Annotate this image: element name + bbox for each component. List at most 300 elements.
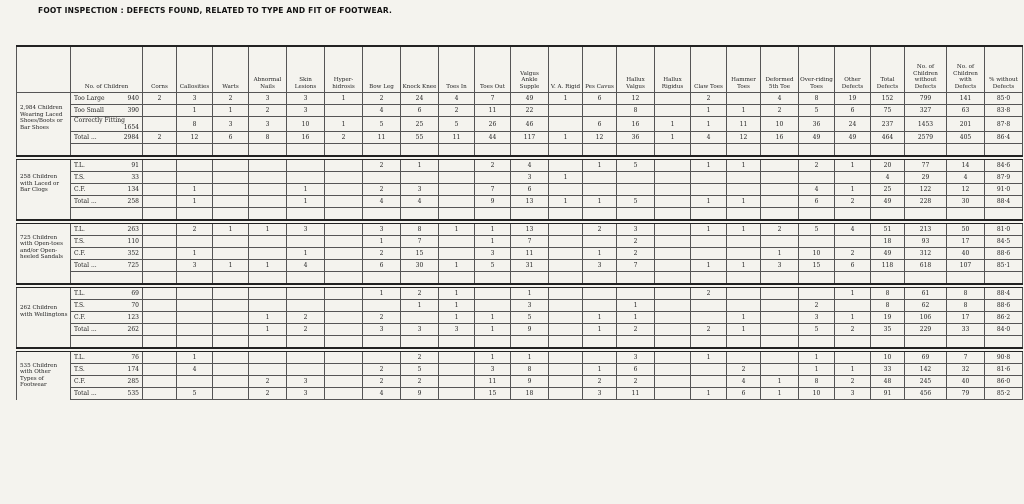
data-cell	[287, 236, 325, 248]
column-header: % without Defects	[985, 46, 1023, 93]
row-count: 69	[131, 290, 139, 297]
spacer-cell	[549, 144, 583, 157]
data-cell: 1	[287, 184, 325, 196]
data-cell	[143, 312, 177, 324]
data-cell: 5	[177, 388, 213, 400]
data-cell: 2	[177, 224, 213, 236]
spacer-cell	[439, 144, 475, 157]
data-cell	[727, 352, 761, 364]
data-cell	[549, 248, 583, 260]
data-cell	[439, 236, 475, 248]
data-cell: 117	[511, 132, 549, 144]
data-cell: 55	[401, 132, 439, 144]
row-count: 285	[127, 378, 139, 385]
data-cell: 3	[287, 388, 325, 400]
spacer-cell	[947, 144, 985, 157]
data-cell	[799, 288, 835, 300]
data-cell: 1	[583, 364, 617, 376]
column-header: Total Defects	[871, 46, 905, 93]
row-label-text: T.S.	[74, 238, 85, 245]
spacer-cell	[985, 336, 1023, 349]
spacer-cell	[475, 208, 511, 221]
data-cell	[177, 324, 213, 336]
data-cell: 19	[871, 312, 905, 324]
data-cell	[691, 236, 727, 248]
data-cell: 1	[835, 160, 871, 172]
spacer-cell	[761, 208, 799, 221]
spacer-cell	[583, 208, 617, 221]
data-cell: 2	[761, 224, 799, 236]
data-cell: 2	[249, 388, 287, 400]
data-cell	[691, 248, 727, 260]
data-cell: 10	[799, 388, 835, 400]
data-cell	[617, 184, 655, 196]
data-cell: 2	[439, 105, 475, 117]
data-cell	[583, 105, 617, 117]
data-cell: 1	[177, 248, 213, 260]
row-count: 390	[127, 107, 139, 114]
data-cell: 799	[905, 93, 947, 105]
data-cell: 91·0	[985, 184, 1023, 196]
data-cell	[213, 388, 249, 400]
data-cell: 4	[287, 260, 325, 272]
data-cell: 85·0	[985, 93, 1023, 105]
data-cell: 1	[177, 352, 213, 364]
data-cell: 8	[947, 288, 985, 300]
data-cell: 5	[617, 196, 655, 208]
data-cell: 1	[325, 93, 363, 105]
data-cell: 51	[871, 224, 905, 236]
spacer-cell	[249, 336, 287, 349]
data-cell: 19	[835, 93, 871, 105]
data-cell: 2	[835, 324, 871, 336]
data-cell	[583, 288, 617, 300]
data-cell	[655, 196, 691, 208]
data-cell	[549, 236, 583, 248]
row-label	[71, 196, 143, 208]
data-cell: 15	[401, 248, 439, 260]
data-cell: 4	[799, 184, 835, 196]
footwear-defects-table	[16, 45, 1023, 400]
row-label	[71, 184, 143, 196]
data-cell: 1	[475, 224, 511, 236]
data-cell: 2	[727, 364, 761, 376]
column-header: Skin Lesions	[287, 46, 325, 93]
data-cell: 29	[905, 172, 947, 184]
data-cell	[439, 364, 475, 376]
spacer-cell	[213, 336, 249, 349]
data-cell: 1	[655, 117, 691, 132]
spacer-cell	[835, 144, 871, 157]
spacer-cell	[249, 208, 287, 221]
data-cell	[177, 236, 213, 248]
data-cell: 20	[871, 160, 905, 172]
data-cell: 2	[617, 248, 655, 260]
data-cell	[655, 376, 691, 388]
spacer-cell	[871, 144, 905, 157]
data-cell: 1	[835, 312, 871, 324]
data-cell: 142	[905, 364, 947, 376]
data-cell	[143, 224, 177, 236]
data-cell: 3	[249, 117, 287, 132]
column-header: Toes In	[439, 46, 475, 93]
data-cell: 36	[617, 132, 655, 144]
data-cell	[177, 172, 213, 184]
data-cell: 85·1	[985, 260, 1023, 272]
data-cell: 3	[287, 224, 325, 236]
data-cell: 201	[947, 117, 985, 132]
data-cell: 1	[617, 300, 655, 312]
data-cell: 8	[177, 117, 213, 132]
data-cell	[363, 300, 401, 312]
data-cell: 8	[617, 105, 655, 117]
row-label	[71, 288, 143, 300]
data-cell: 36	[799, 117, 835, 132]
data-cell: 11	[475, 376, 511, 388]
data-cell: 12	[177, 132, 213, 144]
spacer-cell	[71, 208, 143, 221]
table-row	[17, 376, 1023, 388]
data-cell: 86·4	[985, 132, 1023, 144]
data-cell: 25	[401, 117, 439, 132]
data-cell: 10	[761, 117, 799, 132]
data-cell	[655, 352, 691, 364]
spacer-row	[17, 144, 1023, 157]
data-cell: 6	[511, 184, 549, 196]
data-cell: 1	[439, 300, 475, 312]
data-cell: 2	[475, 160, 511, 172]
data-cell	[325, 248, 363, 260]
data-cell	[143, 288, 177, 300]
data-cell	[655, 364, 691, 376]
row-label-text: Total ...	[74, 134, 97, 141]
data-cell: 6	[583, 117, 617, 132]
row-count: 940	[127, 95, 139, 102]
table-row	[17, 260, 1023, 272]
table-row	[17, 105, 1023, 117]
column-header: Bow Leg	[363, 46, 401, 93]
column-header: Valgus Ankle Supple	[511, 46, 549, 93]
data-cell	[325, 184, 363, 196]
table-row	[17, 324, 1023, 336]
row-label-text: T.S.	[74, 174, 85, 181]
column-header: No. of Children	[71, 46, 143, 93]
data-cell: 75	[871, 105, 905, 117]
row-count: 91	[131, 162, 139, 169]
data-cell	[549, 312, 583, 324]
data-cell: 5	[511, 312, 549, 324]
data-cell	[213, 288, 249, 300]
spacer-cell	[799, 336, 835, 349]
data-cell: 6	[835, 105, 871, 117]
spacer-cell	[905, 272, 947, 285]
data-cell: 2	[363, 312, 401, 324]
spacer-cell	[325, 272, 363, 285]
data-cell	[617, 288, 655, 300]
spacer-cell	[727, 272, 761, 285]
data-cell: 1	[439, 260, 475, 272]
data-cell	[549, 300, 583, 312]
spacer-cell	[287, 336, 325, 349]
data-cell: 81·0	[985, 224, 1023, 236]
data-cell: 1	[475, 236, 511, 248]
data-cell	[549, 288, 583, 300]
data-cell: 1	[761, 376, 799, 388]
column-header: Warts	[213, 46, 249, 93]
data-cell: 1	[249, 324, 287, 336]
data-cell: 62	[905, 300, 947, 312]
data-cell	[549, 224, 583, 236]
data-cell	[325, 196, 363, 208]
row-count: 263	[127, 226, 139, 233]
data-cell: 8	[871, 300, 905, 312]
data-cell	[287, 352, 325, 364]
data-cell: 49	[511, 93, 549, 105]
data-cell: 1	[511, 352, 549, 364]
data-cell: 107	[947, 260, 985, 272]
data-cell: 4	[511, 160, 549, 172]
data-cell: 9	[401, 388, 439, 400]
data-cell: 4	[401, 196, 439, 208]
data-cell	[143, 105, 177, 117]
data-cell: 4	[363, 388, 401, 400]
data-cell	[143, 248, 177, 260]
data-cell: 1	[583, 248, 617, 260]
row-label	[71, 117, 143, 132]
data-cell	[799, 236, 835, 248]
spacer-cell	[727, 144, 761, 157]
data-cell: 1	[213, 260, 249, 272]
data-cell: 88·4	[985, 196, 1023, 208]
data-cell	[549, 364, 583, 376]
data-cell	[761, 288, 799, 300]
data-cell	[655, 224, 691, 236]
data-cell: 1	[761, 248, 799, 260]
data-cell: 1	[177, 105, 213, 117]
data-cell: 1	[727, 105, 761, 117]
column-header: Pes Cavus	[583, 46, 617, 93]
table-row	[17, 184, 1023, 196]
data-cell: 2	[249, 105, 287, 117]
data-cell: 1	[213, 105, 249, 117]
data-cell	[835, 300, 871, 312]
row-count: 725	[127, 262, 139, 269]
data-cell	[325, 352, 363, 364]
data-cell: 1	[799, 352, 835, 364]
row-count: 123	[127, 314, 139, 321]
row-label-text: C.F.	[74, 314, 86, 321]
data-cell: 13	[511, 224, 549, 236]
data-cell: 3	[213, 117, 249, 132]
data-cell: 1	[835, 184, 871, 196]
data-cell: 18	[871, 236, 905, 248]
data-cell	[143, 300, 177, 312]
spacer-cell	[835, 336, 871, 349]
data-cell	[691, 300, 727, 312]
spacer-cell	[143, 336, 177, 349]
data-cell: 1	[691, 160, 727, 172]
data-cell: 2	[143, 93, 177, 105]
data-cell: 7	[947, 352, 985, 364]
row-label	[71, 324, 143, 336]
table-row	[17, 160, 1023, 172]
data-cell: 40	[947, 376, 985, 388]
spacer-cell	[177, 272, 213, 285]
data-cell: 2	[583, 376, 617, 388]
column-header: Deformed 5th Toe	[761, 46, 799, 93]
data-cell: 49	[835, 132, 871, 144]
data-cell	[583, 172, 617, 184]
data-cell	[177, 312, 213, 324]
spacer-cell	[213, 208, 249, 221]
row-count: 1654	[123, 124, 139, 131]
data-cell: 2	[583, 224, 617, 236]
data-cell: 5	[401, 364, 439, 376]
data-cell: 84·6	[985, 160, 1023, 172]
data-cell: 63	[947, 105, 985, 117]
data-cell: 118	[871, 260, 905, 272]
data-cell: 12	[947, 184, 985, 196]
data-cell: 6	[401, 105, 439, 117]
data-cell: 3	[475, 364, 511, 376]
table-row	[17, 132, 1023, 144]
data-cell	[583, 184, 617, 196]
group-label: 262 Children with Wellingtons	[17, 288, 71, 336]
data-cell	[439, 352, 475, 364]
data-cell: 5	[363, 117, 401, 132]
data-cell: 5	[475, 260, 511, 272]
data-cell	[761, 160, 799, 172]
data-cell	[213, 160, 249, 172]
data-cell: 17	[947, 312, 985, 324]
data-cell	[549, 324, 583, 336]
column-header: Abnormal Nails	[249, 46, 287, 93]
row-label	[71, 172, 143, 184]
spacer-cell	[985, 208, 1023, 221]
data-cell	[325, 172, 363, 184]
spacer-cell	[691, 272, 727, 285]
data-cell: 2	[617, 236, 655, 248]
spacer-row	[17, 208, 1023, 221]
data-cell: 31	[511, 260, 549, 272]
data-cell: 1	[439, 224, 475, 236]
data-cell: 2	[835, 376, 871, 388]
data-cell: 1	[727, 160, 761, 172]
data-cell	[761, 172, 799, 184]
data-cell: 2	[799, 160, 835, 172]
spacer-cell	[475, 336, 511, 349]
data-cell: 11	[439, 132, 475, 144]
table-row	[17, 93, 1023, 105]
row-label	[71, 160, 143, 172]
spacer-cell	[401, 272, 439, 285]
data-cell	[691, 184, 727, 196]
data-cell: 1	[617, 312, 655, 324]
data-cell: 93	[905, 236, 947, 248]
data-cell	[287, 172, 325, 184]
data-cell: 12	[617, 93, 655, 105]
spacer-cell	[71, 144, 143, 157]
data-cell: 6	[213, 132, 249, 144]
table-row	[17, 352, 1023, 364]
data-cell: 3	[177, 260, 213, 272]
data-cell	[213, 236, 249, 248]
data-cell	[325, 288, 363, 300]
data-cell: 327	[905, 105, 947, 117]
data-cell: 3	[287, 105, 325, 117]
data-cell: 88·6	[985, 300, 1023, 312]
table-row	[17, 300, 1023, 312]
data-cell	[325, 364, 363, 376]
spacer-cell	[583, 272, 617, 285]
data-cell	[287, 300, 325, 312]
data-cell: 11	[617, 388, 655, 400]
data-cell: 3	[401, 324, 439, 336]
row-label-text: T.L.	[74, 226, 85, 233]
data-cell: 6	[835, 260, 871, 272]
data-cell	[655, 288, 691, 300]
spacer-cell	[511, 144, 549, 157]
data-cell	[363, 172, 401, 184]
data-cell: 77	[905, 160, 947, 172]
spacer-cell	[655, 272, 691, 285]
spacer-cell	[905, 208, 947, 221]
data-cell	[177, 288, 213, 300]
spacer-cell	[511, 336, 549, 349]
spacer-cell	[655, 144, 691, 157]
data-cell	[655, 160, 691, 172]
spacer-cell	[655, 208, 691, 221]
spacer-cell	[799, 144, 835, 157]
row-label-text: C.F.	[74, 378, 86, 385]
data-cell	[727, 288, 761, 300]
data-cell	[213, 312, 249, 324]
data-cell: 1	[439, 288, 475, 300]
spacer-cell	[905, 144, 947, 157]
row-label	[71, 93, 143, 105]
spacer-cell	[363, 272, 401, 285]
data-cell	[287, 364, 325, 376]
column-header: V. A. Rigid	[549, 46, 583, 93]
data-cell: 3	[439, 324, 475, 336]
data-cell	[439, 248, 475, 260]
data-cell: 1	[727, 312, 761, 324]
data-cell: 5	[799, 324, 835, 336]
data-cell: 106	[905, 312, 947, 324]
data-cell	[325, 300, 363, 312]
data-cell: 1	[727, 260, 761, 272]
corner-cell	[17, 46, 71, 93]
data-cell: 33	[947, 324, 985, 336]
spacer-cell	[213, 272, 249, 285]
spacer-cell	[761, 272, 799, 285]
data-cell	[143, 376, 177, 388]
data-cell: 1	[475, 352, 511, 364]
row-label	[71, 388, 143, 400]
data-cell: 5	[439, 117, 475, 132]
data-cell	[549, 260, 583, 272]
data-cell: 1	[549, 196, 583, 208]
data-cell: 1	[727, 196, 761, 208]
row-label-text: T.S.	[74, 302, 85, 309]
data-cell: 11	[475, 105, 511, 117]
data-cell	[655, 172, 691, 184]
data-cell: 79	[947, 388, 985, 400]
spacer-cell	[143, 208, 177, 221]
data-cell	[655, 248, 691, 260]
data-cell: 1	[727, 224, 761, 236]
row-label-text: Correctly Fitting	[74, 117, 126, 124]
